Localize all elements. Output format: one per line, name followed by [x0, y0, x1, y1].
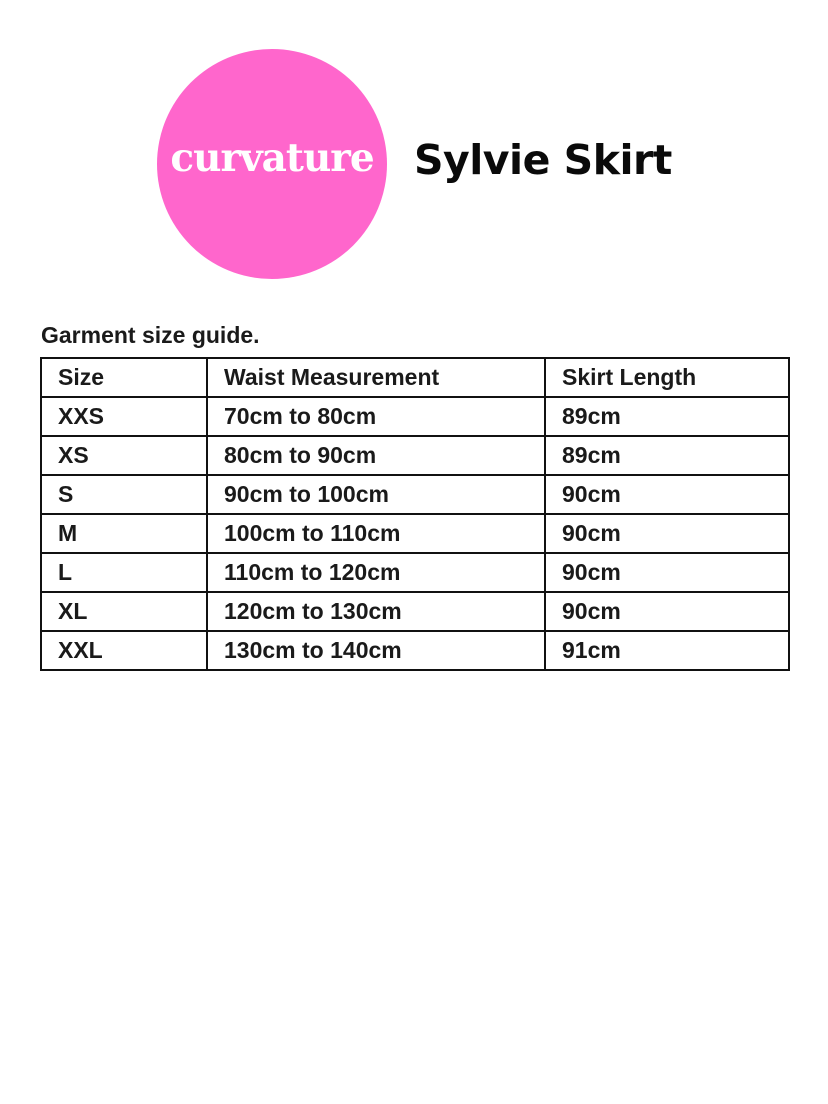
size-cell: XXL	[41, 631, 207, 670]
length-cell: 91cm	[545, 631, 789, 670]
size-cell: S	[41, 475, 207, 514]
length-cell: 89cm	[545, 436, 789, 475]
column-header-waist: Waist Measurement	[207, 358, 545, 397]
size-guide-table	[40, 357, 790, 671]
table-row	[41, 397, 789, 436]
length-cell: 90cm	[545, 514, 789, 553]
table-header-row	[41, 358, 789, 397]
size-cell: M	[41, 514, 207, 553]
length-cell: 90cm	[545, 553, 789, 592]
table-row	[41, 475, 789, 514]
waist-cell: 90cm to 100cm	[207, 475, 545, 514]
waist-cell: 130cm to 140cm	[207, 631, 545, 670]
column-header-length: Skirt Length	[545, 358, 789, 397]
size-cell: L	[41, 553, 207, 592]
table-row	[41, 514, 789, 553]
length-cell: 90cm	[545, 475, 789, 514]
table-row	[41, 553, 789, 592]
brand-logo	[157, 49, 387, 279]
size-cell: XL	[41, 592, 207, 631]
waist-cell: 110cm to 120cm	[207, 553, 545, 592]
brand-logo-text: curvature	[170, 135, 374, 181]
waist-cell: 100cm to 110cm	[207, 514, 545, 553]
table-row	[41, 436, 789, 475]
size-cell: XXS	[41, 397, 207, 436]
product-title: Sylvie Skirt	[414, 136, 672, 184]
table-row	[41, 631, 789, 670]
table-row	[41, 592, 789, 631]
waist-cell: 120cm to 130cm	[207, 592, 545, 631]
length-cell: 89cm	[545, 397, 789, 436]
waist-cell: 80cm to 90cm	[207, 436, 545, 475]
column-header-size: Size	[41, 358, 207, 397]
size-cell: XS	[41, 436, 207, 475]
length-cell: 90cm	[545, 592, 789, 631]
size-guide-caption: Garment size guide.	[41, 322, 260, 348]
waist-cell: 70cm to 80cm	[207, 397, 545, 436]
